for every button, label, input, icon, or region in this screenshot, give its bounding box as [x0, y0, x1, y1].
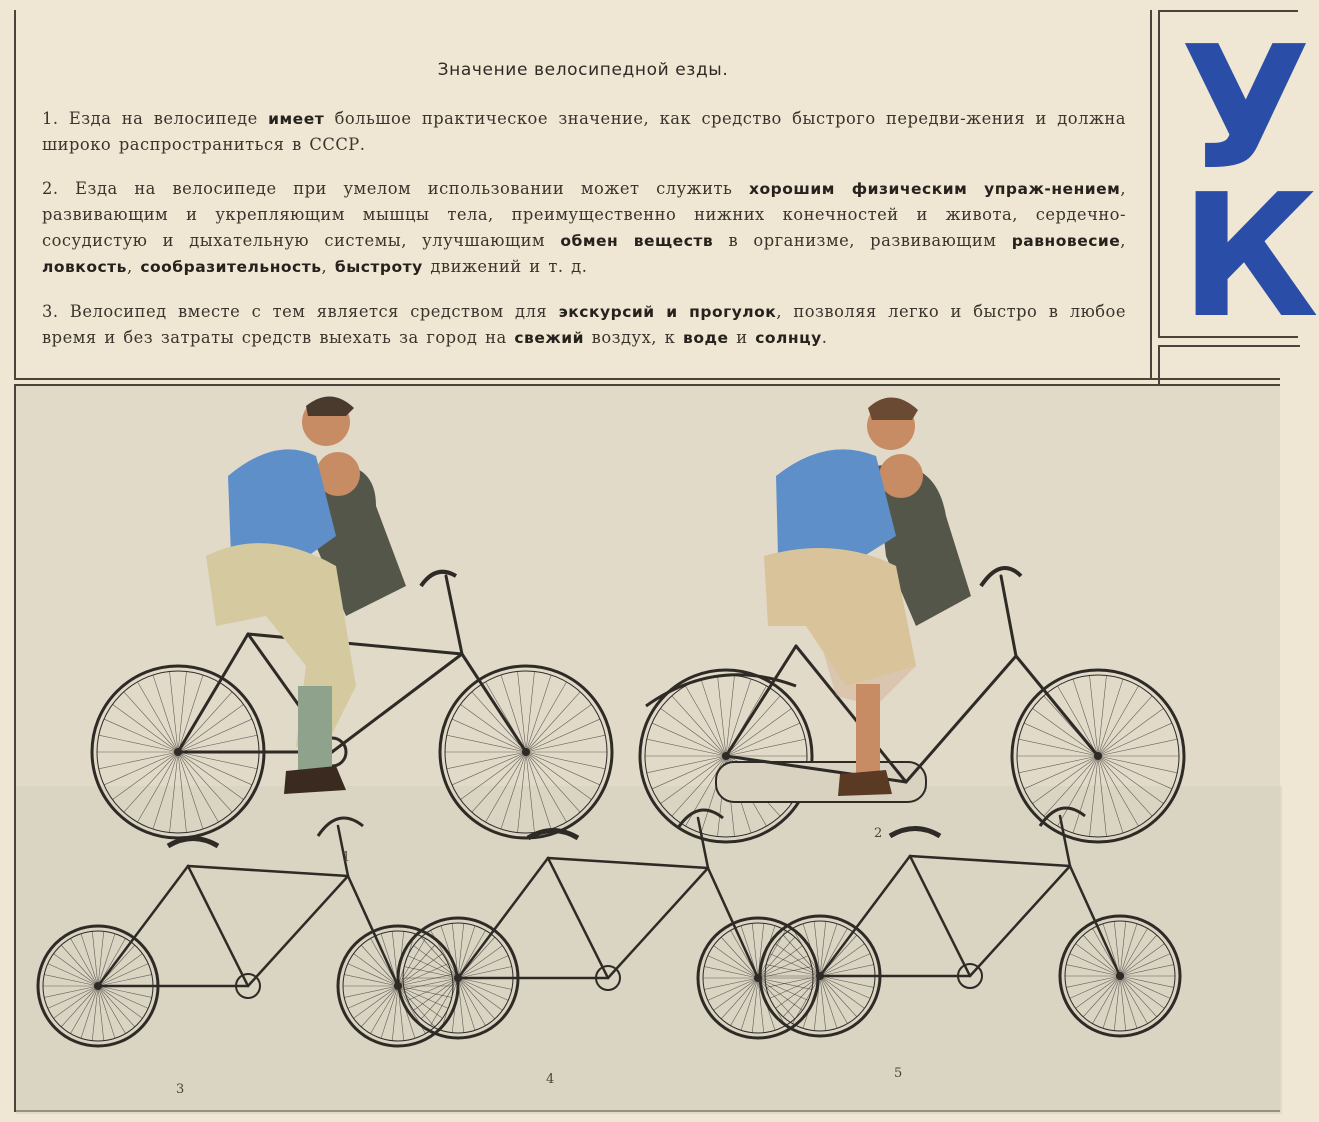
rider2-shirt: [776, 449, 896, 561]
text-run: и: [728, 328, 756, 347]
bike1-front-wheel-spoke: [526, 752, 600, 785]
bike1-rear-wheel-spoke: [124, 692, 178, 752]
text-run: в организме, развивающим: [713, 231, 1012, 250]
bold-term: свежий: [514, 329, 584, 347]
text-run: .: [821, 328, 828, 347]
bike2-front-wheel-spoke: [1024, 723, 1098, 756]
bike1-rear-wheel-spoke: [178, 692, 232, 752]
bike1-top-tube: [248, 634, 462, 654]
rider2-hair: [868, 397, 918, 420]
bike2-rear-wheel-spoke: [726, 696, 780, 756]
bold-term: солнцу: [755, 329, 822, 347]
figure-number-3: 3: [176, 1082, 185, 1097]
bold-term: равновесие: [1011, 232, 1121, 250]
rider1-trousers: [206, 543, 356, 766]
bike1-seatstay: [178, 634, 248, 752]
paragraph-3: [42, 299, 1126, 351]
bike2-front-wheel-spoke: [1024, 756, 1098, 789]
rider2b-head: [879, 454, 923, 498]
rider1-hair: [306, 396, 354, 416]
bike1-stem: [446, 576, 462, 654]
text-block: [14, 10, 1152, 378]
text-run: 1. Езда на велосипеде: [42, 109, 269, 128]
bold-term: имеет: [268, 110, 325, 128]
text-run: воздух, к: [584, 328, 684, 347]
paragraph-2: [42, 176, 1126, 280]
text-run: ,: [321, 257, 335, 276]
text-run: ,: [1120, 231, 1126, 250]
rider1-shoe: [284, 766, 346, 794]
bike2-rear-wheel-spoke: [652, 756, 726, 789]
title-letter-1: У: [1180, 10, 1312, 208]
bold-term: сообразительность: [140, 258, 322, 276]
page-heading: Значение велосипедной езды.: [437, 60, 729, 80]
rider2-shoe: [838, 770, 892, 796]
bike1-rear-wheel-spoke: [104, 752, 178, 785]
bike1-fork: [462, 654, 526, 752]
bike1-rear-wheel-spoke: [104, 719, 178, 752]
text-run: 2. Езда на велосипеде при умелом использовании может служить: [42, 179, 750, 198]
ground-shading: [16, 786, 1282, 1114]
rider2-leg: [856, 684, 880, 774]
text-run: , позволяя легко и быстро в любое время и без затраты средств выехать за город на: [42, 302, 1126, 347]
bike2-front-wheel-spoke: [1098, 696, 1152, 756]
bike2-rear-wheel-spoke: [652, 723, 726, 756]
text-run: , развивающим и укрепляющим мышцы тела, преимущественно нижних конечностей и живота, сердечно-сосудистую и дыхательную системы, улучшающим: [42, 179, 1127, 250]
bike1-front-wheel-spoke: [526, 692, 580, 752]
bike1-rear-wheel-spoke: [178, 752, 252, 785]
figure-number-1: 1: [342, 850, 351, 865]
title-panel: [1158, 10, 1319, 356]
bold-term: ловкость: [42, 258, 127, 276]
rider2-skirt: [764, 548, 916, 686]
text-run: большое практическое значение, как средство быстрого передви-жения и должна широко распространиться в СССР.: [42, 109, 1126, 154]
title-letter-2: К: [1180, 158, 1319, 356]
bold-term: экскурсий и прогулок: [558, 303, 777, 321]
bicycle-illustration: [14, 384, 1280, 1112]
bike2-stem: [1001, 576, 1016, 656]
rider1-socks: [298, 686, 332, 776]
paragraph-1: [42, 106, 1126, 158]
bike2-front-wheel-spoke: [1098, 723, 1172, 756]
bold-term: быстроту: [334, 258, 423, 276]
bike1-front-wheel-spoke: [452, 752, 526, 785]
bike1-handlebar: [421, 572, 456, 586]
figure-number-2: 2: [874, 826, 883, 841]
text-run: ,: [126, 257, 141, 276]
bike2-front-wheel-spoke: [1098, 756, 1172, 789]
bike1-front-wheel-spoke: [472, 692, 526, 752]
bike2-rear-wheel-spoke: [672, 696, 726, 756]
text-run: 3. Велосипед вместе с тем является средством для: [42, 302, 559, 321]
bike2-down-tube: [906, 656, 1016, 782]
bold-term: воде: [683, 329, 729, 347]
bicycle-drawing: [16, 386, 1282, 1114]
bike1-front-wheel-spoke: [526, 719, 600, 752]
bold-term: хорошим физическим упраж-нением: [749, 180, 1121, 198]
figure-number-5: 5: [894, 1066, 903, 1081]
text-run: движений и т. д.: [422, 257, 588, 276]
title-panel-lower: [1158, 345, 1300, 387]
figure-number-4: 4: [546, 1072, 555, 1087]
bold-term: обмен веществ: [560, 232, 714, 250]
section-divider: [14, 378, 1280, 380]
